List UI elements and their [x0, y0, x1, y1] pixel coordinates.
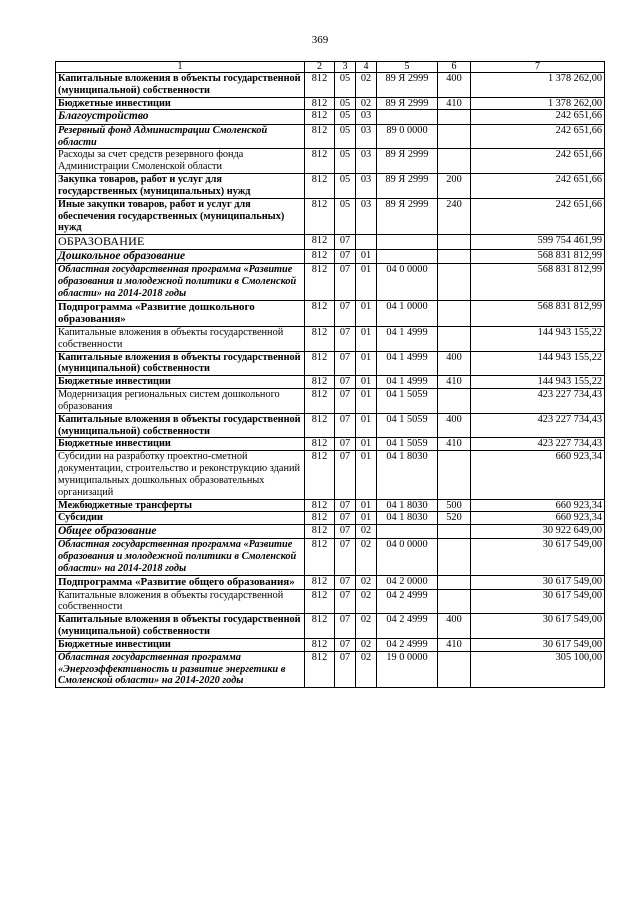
row-code-subsection: 01	[356, 389, 377, 414]
row-name: Закупка товаров, работ и услуг для государственных (муниципальных) нужд	[56, 174, 305, 199]
row-code-grbs: 812	[305, 525, 335, 539]
row-amount: 30 617 549,00	[471, 614, 605, 639]
row-amount: 30 922 649,00	[471, 525, 605, 539]
table-row	[56, 539, 605, 575]
row-name: Областная государственная программа «Энергоэффективность и развитие энергетики в Смоленской области» на 2014-2020 годы	[56, 651, 305, 687]
table-row	[56, 376, 605, 389]
table-row	[56, 499, 605, 512]
row-code-grbs: 812	[305, 97, 335, 110]
row-code-section: 07	[335, 451, 356, 499]
row-name: Капитальные вложения в объекты государственной собственности	[56, 589, 305, 614]
row-amount: 30 617 549,00	[471, 638, 605, 651]
row-code-target: 89 Я 2999	[377, 97, 438, 110]
row-code-subsection: 03	[356, 124, 377, 149]
table-row	[56, 300, 605, 326]
row-code-grbs: 812	[305, 174, 335, 199]
table-header-row	[56, 62, 605, 73]
row-code-target: 04 1 8030	[377, 512, 438, 525]
row-code-target: 04 1 8030	[377, 499, 438, 512]
row-name: Бюджетные инвестиции	[56, 97, 305, 110]
row-code-target: 04 2 4999	[377, 589, 438, 614]
row-code-type	[438, 651, 471, 687]
row-code-section: 07	[335, 438, 356, 451]
row-code-target: 89 Я 2999	[377, 198, 438, 234]
row-code-target: 04 1 0000	[377, 300, 438, 326]
row-amount: 423 227 734,43	[471, 438, 605, 451]
row-name: Капитальные вложения в объекты государственной (муниципальной) собственности	[56, 351, 305, 376]
row-code-subsection: 01	[356, 351, 377, 376]
row-code-target	[377, 235, 438, 250]
row-code-type	[438, 110, 471, 124]
row-code-subsection: 02	[356, 638, 377, 651]
row-code-target: 19 0 0000	[377, 651, 438, 687]
row-code-target: 04 2 4999	[377, 638, 438, 651]
row-code-grbs: 812	[305, 512, 335, 525]
row-code-grbs: 812	[305, 326, 335, 351]
header-col-2: 2	[305, 62, 335, 73]
row-code-grbs: 812	[305, 249, 335, 263]
row-code-grbs: 812	[305, 575, 335, 589]
row-code-subsection: 03	[356, 174, 377, 199]
table-row	[56, 389, 605, 414]
row-code-grbs: 812	[305, 198, 335, 234]
row-code-subsection: 01	[356, 512, 377, 525]
table-row	[56, 651, 605, 687]
row-code-section: 05	[335, 149, 356, 174]
table-row	[56, 512, 605, 525]
row-code-subsection: 02	[356, 73, 377, 98]
row-name: Модернизация региональных систем дошкольного образования	[56, 389, 305, 414]
row-code-target: 04 1 8030	[377, 451, 438, 499]
row-code-section: 07	[335, 413, 356, 438]
row-code-type: 520	[438, 512, 471, 525]
row-name: Областная государственная программа «Развитие образования и молодежной политики в Смоленской области» на 2014-2018 годы	[56, 539, 305, 575]
row-code-subsection: 01	[356, 326, 377, 351]
table-row	[56, 451, 605, 499]
table-row	[56, 589, 605, 614]
row-code-target: 04 1 5059	[377, 389, 438, 414]
row-code-grbs: 812	[305, 110, 335, 124]
row-name: Бюджетные инвестиции	[56, 376, 305, 389]
row-code-type	[438, 264, 471, 300]
row-name: Областная государственная программа «Развитие образования и молодежной политики в Смоленской области» на 2014-2018 годы	[56, 264, 305, 300]
row-code-grbs: 812	[305, 614, 335, 639]
row-code-target: 04 1 5059	[377, 413, 438, 438]
row-code-section: 07	[335, 589, 356, 614]
row-code-subsection: 02	[356, 589, 377, 614]
row-code-target: 04 1 4999	[377, 326, 438, 351]
row-code-type: 400	[438, 413, 471, 438]
table-row	[56, 124, 605, 149]
row-name: Капитальные вложения в объекты государственной (муниципальной) собственности	[56, 614, 305, 639]
row-amount: 423 227 734,43	[471, 413, 605, 438]
row-name: Бюджетные инвестиции	[56, 438, 305, 451]
row-code-type: 410	[438, 376, 471, 389]
row-amount: 144 943 155,22	[471, 351, 605, 376]
row-code-section: 05	[335, 110, 356, 124]
page-number: 369	[311, 34, 329, 46]
row-code-grbs: 812	[305, 124, 335, 149]
table-row	[56, 525, 605, 539]
row-code-type: 410	[438, 97, 471, 110]
row-code-type	[438, 539, 471, 575]
row-code-grbs: 812	[305, 499, 335, 512]
table-row	[56, 198, 605, 234]
row-code-grbs: 812	[305, 351, 335, 376]
row-code-section: 05	[335, 198, 356, 234]
row-code-target: 04 1 5059	[377, 438, 438, 451]
row-code-type	[438, 589, 471, 614]
row-code-target	[377, 249, 438, 263]
header-col-5: 5	[377, 62, 438, 73]
header-col-3: 3	[335, 62, 356, 73]
row-code-type: 400	[438, 351, 471, 376]
row-code-type: 410	[438, 438, 471, 451]
row-code-target	[377, 110, 438, 124]
row-code-grbs: 812	[305, 539, 335, 575]
row-code-type	[438, 326, 471, 351]
row-code-section: 07	[335, 300, 356, 326]
row-code-type	[438, 235, 471, 250]
row-name: ОБРАЗОВАНИЕ	[56, 235, 305, 250]
row-amount: 30 617 549,00	[471, 575, 605, 589]
row-code-type	[438, 575, 471, 589]
row-code-section: 07	[335, 525, 356, 539]
row-name: Субсидии на разработку проектно-сметной документации, строительство и реконструкцию зданий муниципальных дошкольных образовательных организаций	[56, 451, 305, 499]
row-amount: 660 923,34	[471, 512, 605, 525]
row-code-section: 07	[335, 351, 356, 376]
row-amount: 144 943 155,22	[471, 376, 605, 389]
budget-table	[55, 61, 605, 688]
row-code-target: 89 0 0000	[377, 124, 438, 149]
row-code-type: 200	[438, 174, 471, 199]
row-amount: 242 651,66	[471, 124, 605, 149]
row-code-section: 05	[335, 174, 356, 199]
table-row	[56, 413, 605, 438]
row-code-section: 05	[335, 73, 356, 98]
row-code-grbs: 812	[305, 73, 335, 98]
row-code-subsection: 01	[356, 376, 377, 389]
row-code-grbs: 812	[305, 413, 335, 438]
header-col-7: 7	[471, 62, 605, 73]
row-amount: 568 831 812,99	[471, 264, 605, 300]
row-code-grbs: 812	[305, 589, 335, 614]
row-code-subsection: 01	[356, 300, 377, 326]
row-code-target: 04 2 0000	[377, 575, 438, 589]
row-name: Подпрограмма «Развитие дошкольного образования»	[56, 300, 305, 326]
row-code-grbs: 812	[305, 235, 335, 250]
row-code-grbs: 812	[305, 149, 335, 174]
row-code-grbs: 812	[305, 438, 335, 451]
table-row	[56, 97, 605, 110]
row-code-type	[438, 389, 471, 414]
row-code-section: 07	[335, 376, 356, 389]
row-name: Капитальные вложения в объекты государственной (муниципальной) собственности	[56, 413, 305, 438]
row-code-section: 07	[335, 326, 356, 351]
table-row	[56, 149, 605, 174]
row-name: Расходы за счет средств резервного фонда Администрации Смоленской области	[56, 149, 305, 174]
row-amount: 660 923,34	[471, 499, 605, 512]
table-row	[56, 249, 605, 263]
row-amount: 568 831 812,99	[471, 249, 605, 263]
row-amount: 242 651,66	[471, 198, 605, 234]
row-code-target: 89 Я 2999	[377, 73, 438, 98]
row-amount: 1 378 262,00	[471, 97, 605, 110]
header-col-4: 4	[356, 62, 377, 73]
row-code-section: 07	[335, 235, 356, 250]
row-code-target: 04 1 4999	[377, 376, 438, 389]
row-code-section: 05	[335, 97, 356, 110]
row-name: Благоустройство	[56, 110, 305, 124]
table-row	[56, 174, 605, 199]
row-code-target: 04 2 4999	[377, 614, 438, 639]
row-code-subsection: 01	[356, 264, 377, 300]
row-code-type	[438, 149, 471, 174]
row-code-subsection: 02	[356, 539, 377, 575]
row-name: Общее образование	[56, 525, 305, 539]
row-code-target: 89 Я 2999	[377, 149, 438, 174]
row-code-type	[438, 525, 471, 539]
row-name: Иные закупки товаров, работ и услуг для обеспечения государственных (муниципальных) нужд	[56, 198, 305, 234]
table-row	[56, 575, 605, 589]
row-code-subsection: 01	[356, 249, 377, 263]
header-col-6: 6	[438, 62, 471, 73]
row-amount: 30 617 549,00	[471, 539, 605, 575]
row-name: Подпрограмма «Развитие общего образования»	[56, 575, 305, 589]
row-code-type	[438, 300, 471, 326]
row-code-subsection: 03	[356, 149, 377, 174]
row-code-grbs: 812	[305, 376, 335, 389]
table-row	[56, 438, 605, 451]
row-amount: 242 651,66	[471, 174, 605, 199]
row-code-section: 07	[335, 249, 356, 263]
row-code-target: 04 0 0000	[377, 264, 438, 300]
row-amount: 599 754 461,99	[471, 235, 605, 250]
header-col-1: 1	[56, 62, 305, 73]
row-code-section: 07	[335, 614, 356, 639]
row-code-section: 07	[335, 389, 356, 414]
row-code-section: 07	[335, 651, 356, 687]
row-amount: 242 651,66	[471, 149, 605, 174]
row-amount: 30 617 549,00	[471, 589, 605, 614]
row-code-subsection: 01	[356, 499, 377, 512]
row-code-type: 240	[438, 198, 471, 234]
row-code-type	[438, 451, 471, 499]
row-code-type	[438, 124, 471, 149]
table-row	[56, 110, 605, 124]
row-code-subsection: 02	[356, 575, 377, 589]
row-amount: 423 227 734,43	[471, 389, 605, 414]
row-amount: 305 100,00	[471, 651, 605, 687]
table-row	[56, 235, 605, 250]
table-row	[56, 614, 605, 639]
row-code-section: 07	[335, 575, 356, 589]
table-row	[56, 351, 605, 376]
row-code-type: 410	[438, 638, 471, 651]
row-code-section: 07	[335, 539, 356, 575]
row-code-grbs: 812	[305, 264, 335, 300]
table-row	[56, 638, 605, 651]
row-code-section: 07	[335, 499, 356, 512]
row-code-grbs: 812	[305, 638, 335, 651]
row-code-type: 400	[438, 614, 471, 639]
row-code-subsection: 03	[356, 110, 377, 124]
row-amount: 660 923,34	[471, 451, 605, 499]
row-amount: 144 943 155,22	[471, 326, 605, 351]
row-name: Бюджетные инвестиции	[56, 638, 305, 651]
table-row	[56, 326, 605, 351]
row-code-type	[438, 249, 471, 263]
row-code-subsection: 02	[356, 651, 377, 687]
row-code-section: 07	[335, 512, 356, 525]
row-code-target	[377, 525, 438, 539]
row-amount: 568 831 812,99	[471, 300, 605, 326]
row-code-target: 04 1 4999	[377, 351, 438, 376]
row-code-type: 400	[438, 73, 471, 98]
row-code-section: 07	[335, 264, 356, 300]
row-name: Резервный фонд Администрации Смоленской области	[56, 124, 305, 149]
row-name: Капитальные вложения в объекты государственной (муниципальной) собственности	[56, 73, 305, 98]
row-code-target: 89 Я 2999	[377, 174, 438, 199]
row-code-grbs: 812	[305, 651, 335, 687]
row-name: Дошкольное образование	[56, 249, 305, 263]
row-code-grbs: 812	[305, 389, 335, 414]
row-code-subsection: 03	[356, 198, 377, 234]
table-row	[56, 264, 605, 300]
row-code-subsection: 01	[356, 413, 377, 438]
row-code-subsection: 02	[356, 97, 377, 110]
row-code-subsection	[356, 235, 377, 250]
table-row	[56, 73, 605, 98]
row-code-grbs: 812	[305, 300, 335, 326]
row-name: Субсидии	[56, 512, 305, 525]
row-code-subsection: 01	[356, 438, 377, 451]
row-amount: 1 378 262,00	[471, 73, 605, 98]
row-code-subsection: 01	[356, 451, 377, 499]
row-name: Межбюджетные трансферты	[56, 499, 305, 512]
budget-table-body	[56, 62, 605, 688]
row-code-section: 05	[335, 124, 356, 149]
row-name: Капитальные вложения в объекты государственной собственности	[56, 326, 305, 351]
row-code-target: 04 0 0000	[377, 539, 438, 575]
row-code-subsection: 02	[356, 614, 377, 639]
row-amount: 242 651,66	[471, 110, 605, 124]
row-code-subsection: 02	[356, 525, 377, 539]
row-code-section: 07	[335, 638, 356, 651]
row-code-type: 500	[438, 499, 471, 512]
row-code-grbs: 812	[305, 451, 335, 499]
